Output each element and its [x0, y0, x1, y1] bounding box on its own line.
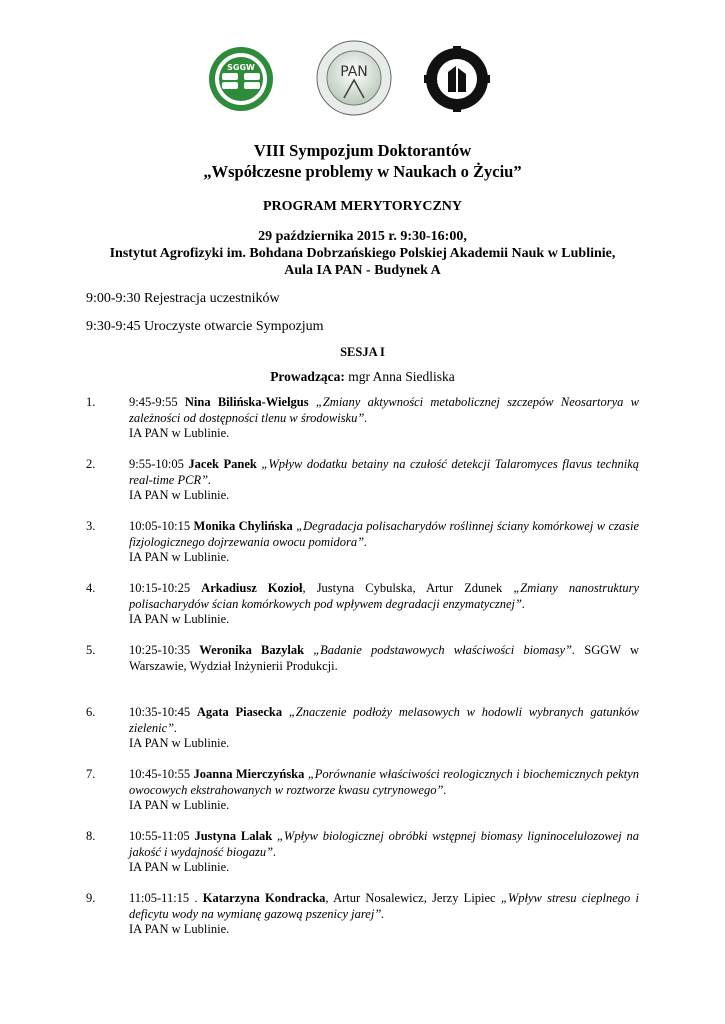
- talks-list: [86, 395, 639, 953]
- talk-author: Nina Bilińska-Wielgus: [184, 395, 309, 409]
- talk-author: Arkadiusz Kozioł: [201, 581, 303, 595]
- talk-affiliation: SGGW w Warszawie, Wydział Inżynierii Produkcji.: [129, 643, 640, 673]
- talk-affiliation: IA PAN w Lublinie.: [129, 860, 230, 874]
- symposium-title: VIII Sympozjum Doktorantów: [253, 141, 472, 160]
- talk-time: 10:05-10:15: [129, 519, 194, 533]
- list-item: [86, 395, 639, 457]
- talk-coauthors: , Artur Nosalewicz, Jerzy Lipiec: [325, 891, 496, 905]
- talk-author: Jacek Panek: [188, 457, 257, 471]
- talk-time: 9:45-9:55: [129, 395, 185, 409]
- talk-title: „Degradacja polisacharydów roślinnej ściany komórkowej w czasie fizjologicznego dojrzewania owocu pomidora”.: [129, 519, 640, 549]
- event-institute: Instytut Agrofizyki im. Bohdana Dobrzańskiego Polskiej Akademii Nauk w Lublinie,: [109, 246, 616, 261]
- list-item: [86, 767, 639, 829]
- talk-title: „Wpływ biologicznej obróbki wstępnej biomasy ligninocelulozowej na jakość i wydajność biogazu”.: [129, 829, 639, 859]
- logos-row: [0, 40, 725, 116]
- talk-number: 5.: [86, 643, 96, 657]
- list-item: [86, 457, 639, 519]
- ia-pan-logo-icon: [424, 46, 490, 112]
- talk-coauthors: , Justyna Cybulska, Artur Zdunek: [302, 581, 503, 595]
- talk-author: Joanna Mierczyńska: [193, 767, 305, 781]
- talk-title: „Porównanie właściwości reologicznych i biochemicznych pektyn owocowych ekstrahowanych w roztworze kwasu cytrynowego”.: [129, 767, 639, 797]
- sggw-logo-text: SGGW: [227, 63, 255, 72]
- talk-title: „Znaczenie podłoży melasowych w hodowli wybranych gatunków zielenic”.: [129, 705, 639, 735]
- talk-affiliation: IA PAN w Lublinie.: [129, 612, 230, 626]
- talk-author: Justyna Lalak: [194, 829, 273, 843]
- talk-body: [129, 829, 639, 876]
- list-item: [86, 519, 639, 581]
- talk-time: 10:55-11:05: [129, 829, 195, 843]
- talk-affiliation: IA PAN w Lublinie.: [129, 488, 230, 502]
- talk-title: „Zmiany aktywności metabolicznej szczepów Neosartorya w zależności od dostępności tlenu w środowisku”.: [129, 395, 639, 425]
- event-date: 29 października 2015 r. 9:30-16:00,: [258, 229, 467, 244]
- talk-affiliation: IA PAN w Lublinie.: [129, 550, 230, 564]
- talk-affiliation: IA PAN w Lublinie.: [129, 426, 230, 440]
- chair-name: mgr Anna Siedliska: [344, 369, 455, 384]
- talk-affiliation: IA PAN w Lublinie.: [129, 922, 230, 936]
- talk-title: „Zmiany nanostruktury polisacharydów ścian komórkowych pod wpływem degradacji enzymatycznej”.: [129, 581, 639, 611]
- talk-affiliation: IA PAN w Lublinie.: [129, 736, 230, 750]
- talk-title: „Wpływ stresu cieplnego i deficytu wody na wymianę gazową pszenicy jarej”.: [129, 891, 640, 921]
- session-chair: [0, 369, 725, 385]
- talk-time: 10:25-10:35: [129, 643, 200, 657]
- talk-time: 11:05-11:15 .: [129, 891, 203, 905]
- talk-number: 3.: [86, 519, 96, 533]
- symposium-subtitle: „Współczesne problemy w Naukach o Życiu”: [203, 162, 522, 181]
- talk-body: [129, 891, 639, 938]
- chair-label: Prowadząca:: [270, 369, 345, 384]
- registration-line: 9:00-9:30 Rejestracja uczestników: [86, 291, 280, 306]
- talk-number: 2.: [86, 457, 96, 471]
- list-item: [86, 643, 639, 705]
- talk-title: „Badanie podstawowych właściwości biomasy”.: [304, 643, 576, 657]
- talk-body: [129, 767, 639, 814]
- talk-body: [129, 519, 639, 566]
- talk-body: [129, 395, 639, 442]
- talk-number: 9.: [86, 891, 96, 905]
- talk-time: 9:55-10:05: [129, 457, 189, 471]
- talk-body: [129, 457, 639, 504]
- talk-number: 1.: [86, 395, 96, 409]
- talk-body: [129, 581, 639, 628]
- talk-author: Monika Chylińska: [193, 519, 293, 533]
- talk-number: 4.: [86, 581, 96, 595]
- pan-logo-icon: [316, 40, 392, 116]
- talk-number: 7.: [86, 767, 96, 781]
- talk-title: „Wpływ dodatku betainy na czułość detekcji Talaromyces flavus techniką real-time PCR”.: [129, 457, 640, 487]
- list-item: [86, 705, 639, 767]
- session-heading: SESJA I: [340, 345, 385, 359]
- talk-body: [129, 643, 639, 674]
- list-item: [86, 829, 639, 891]
- pan-logo-text: PAN: [340, 64, 368, 80]
- opening-line: 9:30-9:45 Uroczyste otwarcie Sympozjum: [86, 319, 324, 334]
- talk-author: Weronika Bazylak: [199, 643, 305, 657]
- talk-number: 8.: [86, 829, 96, 843]
- sggw-logo-icon: [208, 46, 274, 112]
- talk-author: Katarzyna Kondracka: [202, 891, 326, 905]
- talk-author: Agata Piasecka: [196, 705, 283, 719]
- talk-time: 10:35-10:45: [129, 705, 197, 719]
- list-item: [86, 891, 639, 953]
- list-item: [86, 581, 639, 643]
- talk-body: [129, 705, 639, 752]
- talk-time: 10:15-10:25: [129, 581, 202, 595]
- program-heading: PROGRAM MERYTORYCZNY: [262, 199, 463, 214]
- talk-affiliation: IA PAN w Lublinie.: [129, 798, 230, 812]
- event-room: Aula IA PAN - Budynek A: [284, 263, 441, 278]
- talk-number: 6.: [86, 705, 96, 719]
- talk-time: 10:45-10:55: [129, 767, 194, 781]
